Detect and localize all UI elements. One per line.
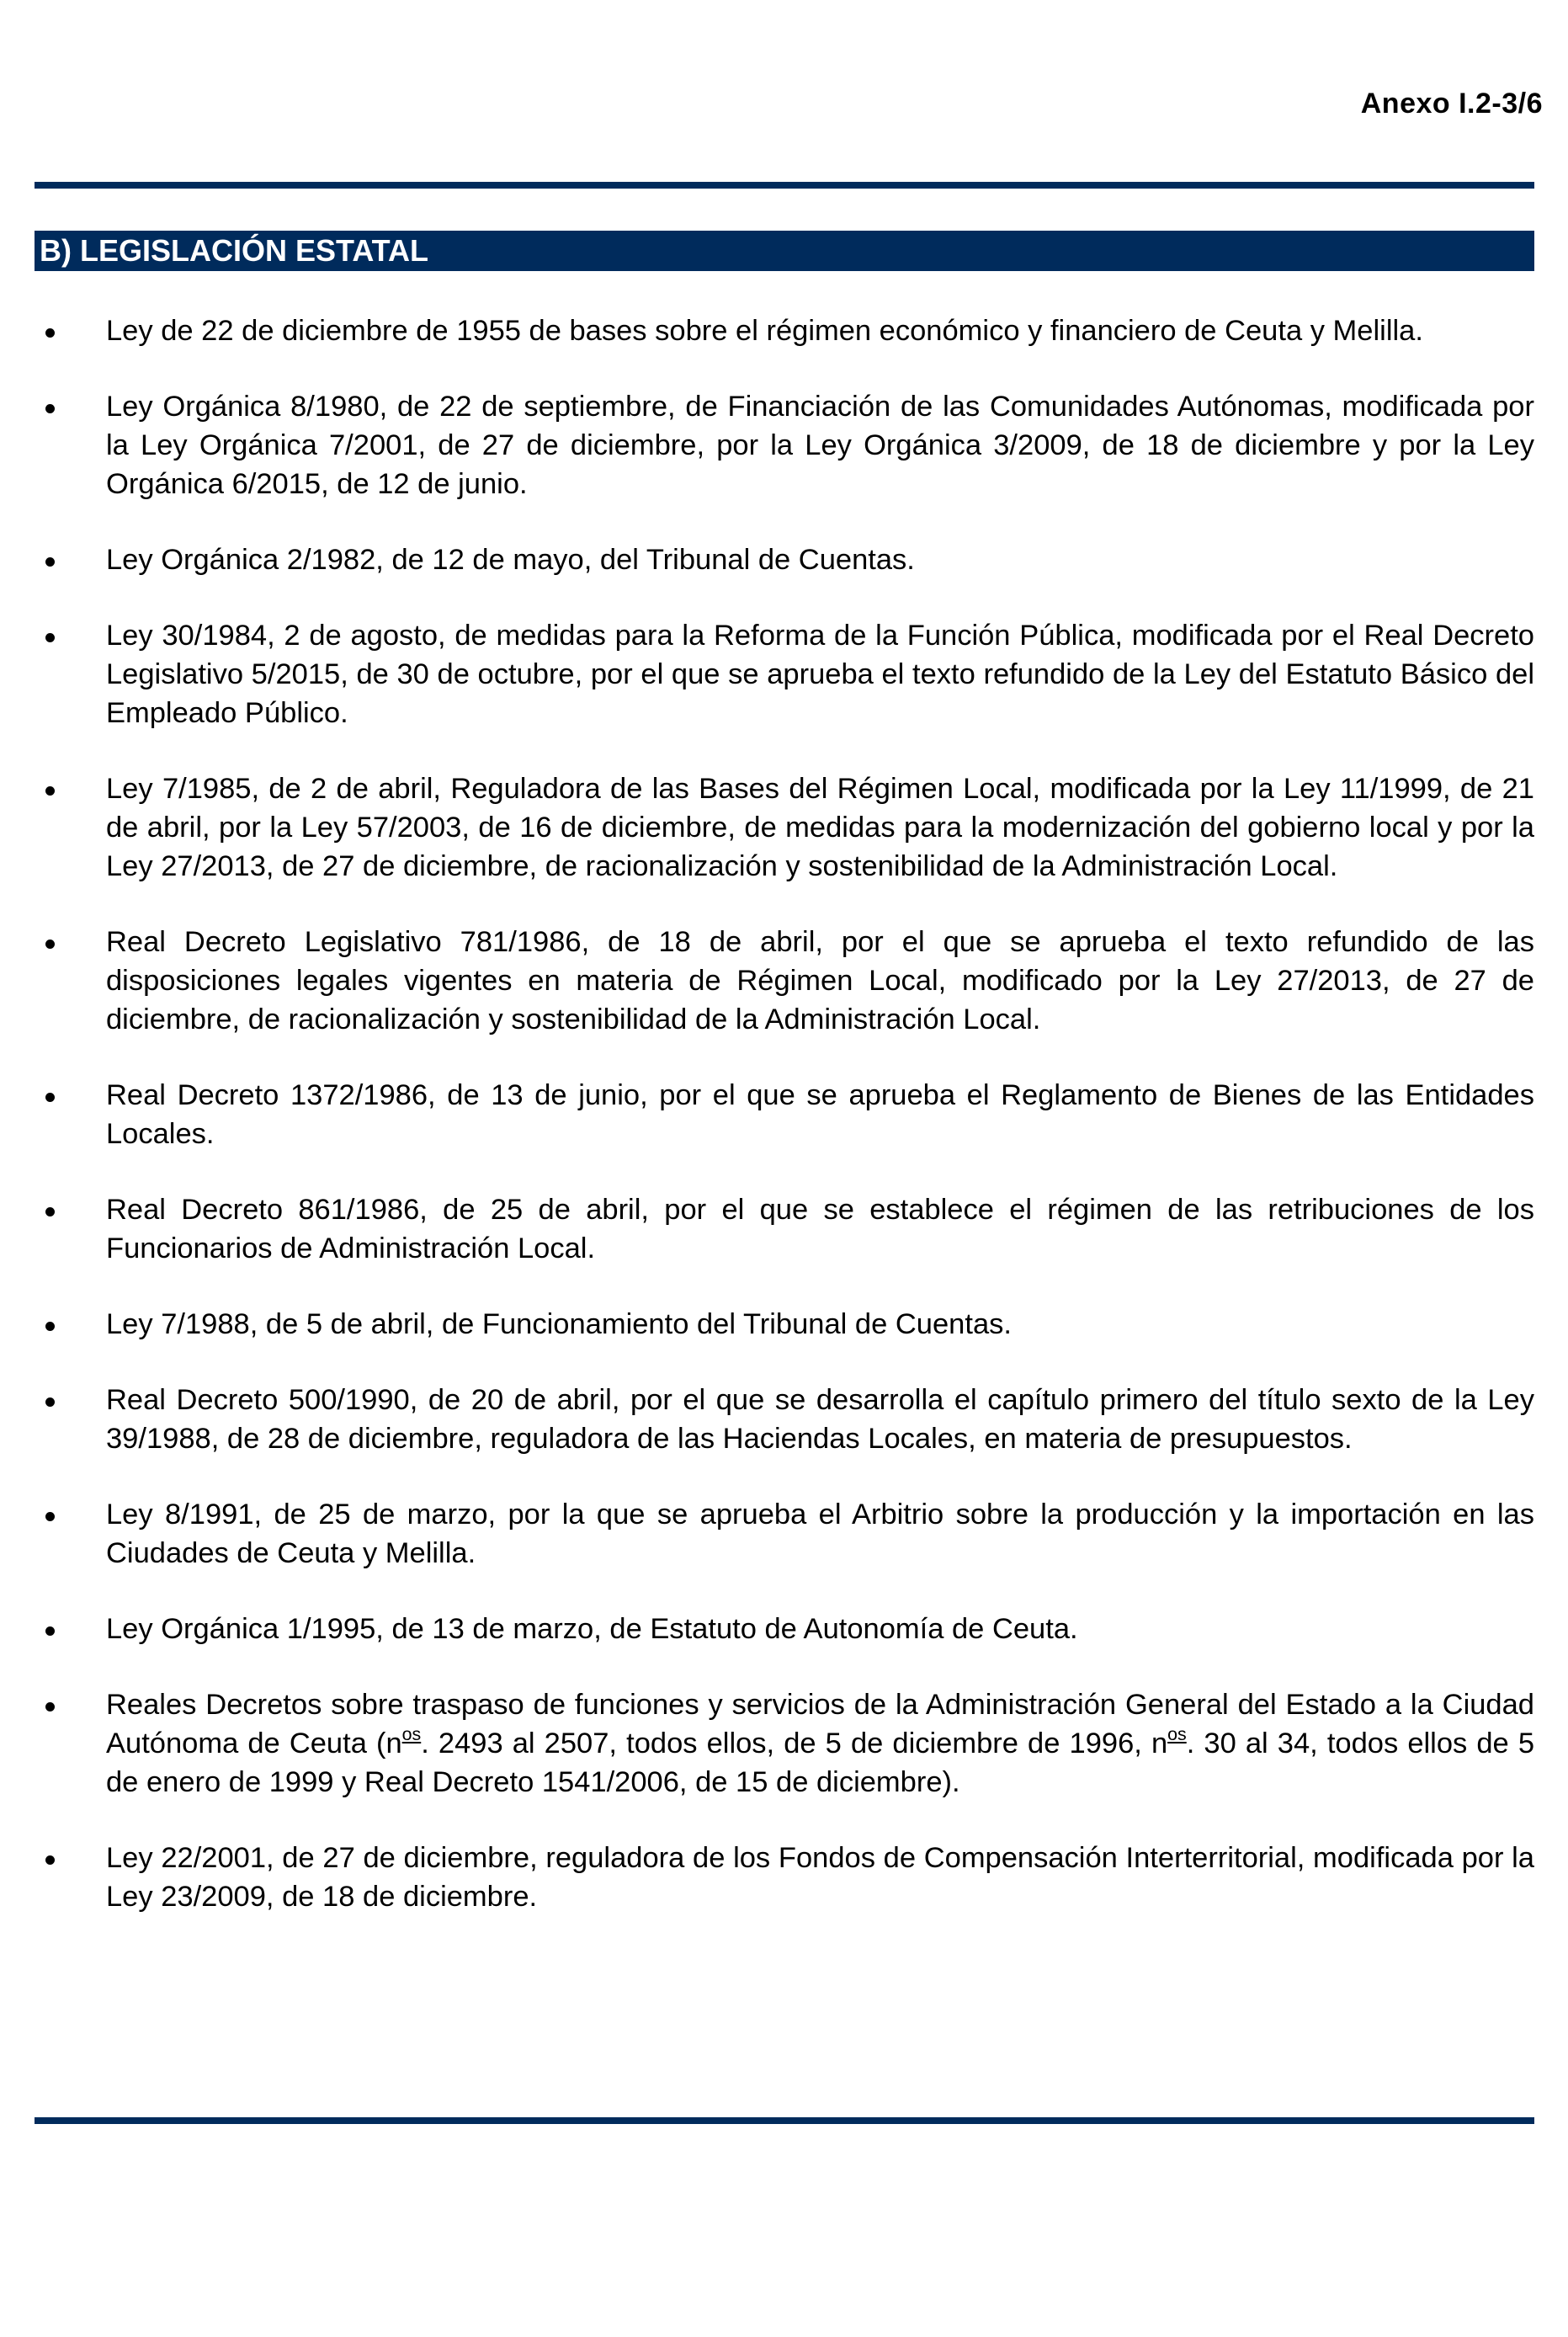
list-item — [35, 1610, 1534, 1648]
list-item-text — [106, 1689, 1534, 1798]
list-item-text: Ley 30/1984, 2 de agosto, de medidas para la Reforma de la Función Pública, modificada por el Real Decreto Legislativo 5/2015, de 30 de octubre, por el que se aprueba el texto refundido de la Ley del Estatuto Básico del Empleado Público. — [106, 620, 1534, 729]
reales-decretos-text-2: . 2493 al 2507, todos ellos, de 5 de diciembre de 1996, n — [421, 1727, 1168, 1759]
reales-decretos-text-1: Reales Decretos sobre traspaso de funciones y servicios de la Administración General del Estado a la Ciudad Autónoma de Ceuta (n — [106, 1689, 1534, 1759]
list-item-text: Ley Orgánica 8/1980, de 22 de septiembre, de Financiación de las Comunidades Autónomas, modificada por la Ley Orgánica 7/2001, de 27 de diciembre, por la Ley Orgánica 3/2009, de 18 de diciembre y por la Ley Orgánica 6/2015, de 12 de junio. — [106, 391, 1534, 500]
list-item-text: Ley de 22 de diciembre de 1955 de bases sobre el régimen económico y financiero de Ceuta y Melilla. — [106, 315, 1423, 347]
bullet-icon — [45, 1207, 55, 1216]
list-item — [35, 769, 1534, 886]
bullet-icon — [45, 1702, 55, 1711]
bullet-icon — [45, 404, 55, 413]
list-item-text: Real Decreto 500/1990, de 20 de abril, por el que se desarrolla el capítulo primero del título sexto de la Ley 39/1988, de 28 de diciembre, reguladora de las Haciendas Locales, en materia de presupuestos. — [106, 1384, 1534, 1455]
list-item — [35, 1381, 1534, 1458]
list-item — [35, 923, 1534, 1039]
legislation-list — [35, 311, 1534, 1953]
superscript-os: os — [401, 1724, 422, 1745]
list-item-text: Ley 7/1988, de 5 de abril, de Funcionamiento del Tribunal de Cuentas. — [106, 1308, 1012, 1340]
list-item — [35, 1839, 1534, 1916]
bullet-icon — [45, 1397, 55, 1407]
list-item-text: Real Decreto Legislativo 781/1986, de 18 de abril, por el que se aprueba el texto refundido de las disposiciones legales vigentes en materia de Régimen Local, modificado por la Ley 27/2013, de 27 de diciembre, de racionalización y sostenibilidad de la Administración Local. — [106, 926, 1534, 1035]
bullet-icon — [45, 557, 55, 567]
list-item — [35, 311, 1534, 350]
bullet-icon — [45, 1093, 55, 1102]
bullet-icon — [45, 1512, 55, 1521]
bullet-icon — [45, 1626, 55, 1636]
list-item — [35, 1305, 1534, 1344]
bullet-icon — [45, 940, 55, 949]
list-item-text: Ley Orgánica 1/1995, de 13 de marzo, de Estatuto de Autonomía de Ceuta. — [106, 1613, 1078, 1645]
list-item — [35, 1495, 1534, 1573]
list-item-text: Real Decreto 1372/1986, de 13 de junio, por el que se aprueba el Reglamento de Bienes de las Entidades Locales. — [106, 1079, 1534, 1150]
list-item-text: Ley 8/1991, de 25 de marzo, por la que se aprueba el Arbitrio sobre la producción y la importación en las Ciudades de Ceuta y Melilla. — [106, 1499, 1534, 1569]
list-item — [35, 1685, 1534, 1802]
bullet-icon — [45, 786, 55, 796]
bullet-icon — [45, 633, 55, 642]
list-item — [35, 1190, 1534, 1268]
annex-label: Anexo I.2-3/6 — [1360, 88, 1543, 120]
top-rule — [35, 182, 1534, 189]
list-item-text: Ley Orgánica 2/1982, de 12 de mayo, del Tribunal de Cuentas. — [106, 544, 915, 576]
list-item — [35, 387, 1534, 503]
list-item-text: Ley 7/1985, de 2 de abril, Reguladora de las Bases del Régimen Local, modificada por la Ley 11/1999, de 21 de abril, por la Ley 57/2003, de 16 de diciembre, de medidas para la modernización del gobierno local y por la Ley 27/2013, de 27 de diciembre, de racionalización y sostenibilidad de la Administración Local. — [106, 773, 1534, 882]
reales-decretos-text-3: . 30 al 34, todos ellos de 5 de enero de 1999 y Real Decreto 1541/2006, de 15 de diciembre). — [106, 1727, 1535, 1798]
list-item — [35, 1076, 1534, 1153]
bullet-icon — [45, 1855, 55, 1865]
list-item-text: Real Decreto 861/1986, de 25 de abril, por el que se establece el régimen de las retribuciones de los Funcionarios de Administración Local. — [106, 1194, 1534, 1264]
list-item — [35, 540, 1534, 579]
bottom-rule — [35, 2117, 1534, 2124]
section-header: B) LEGISLACIÓN ESTATAL — [35, 231, 1534, 271]
bullet-icon — [45, 1322, 55, 1331]
list-item — [35, 616, 1534, 732]
bullet-icon — [45, 328, 55, 338]
list-item-text: Ley 22/2001, de 27 de diciembre, reguladora de los Fondos de Compensación Interterritorial, modificada por la Ley 23/2009, de 18 de diciembre. — [106, 1842, 1534, 1913]
superscript-os: os — [1167, 1724, 1187, 1745]
